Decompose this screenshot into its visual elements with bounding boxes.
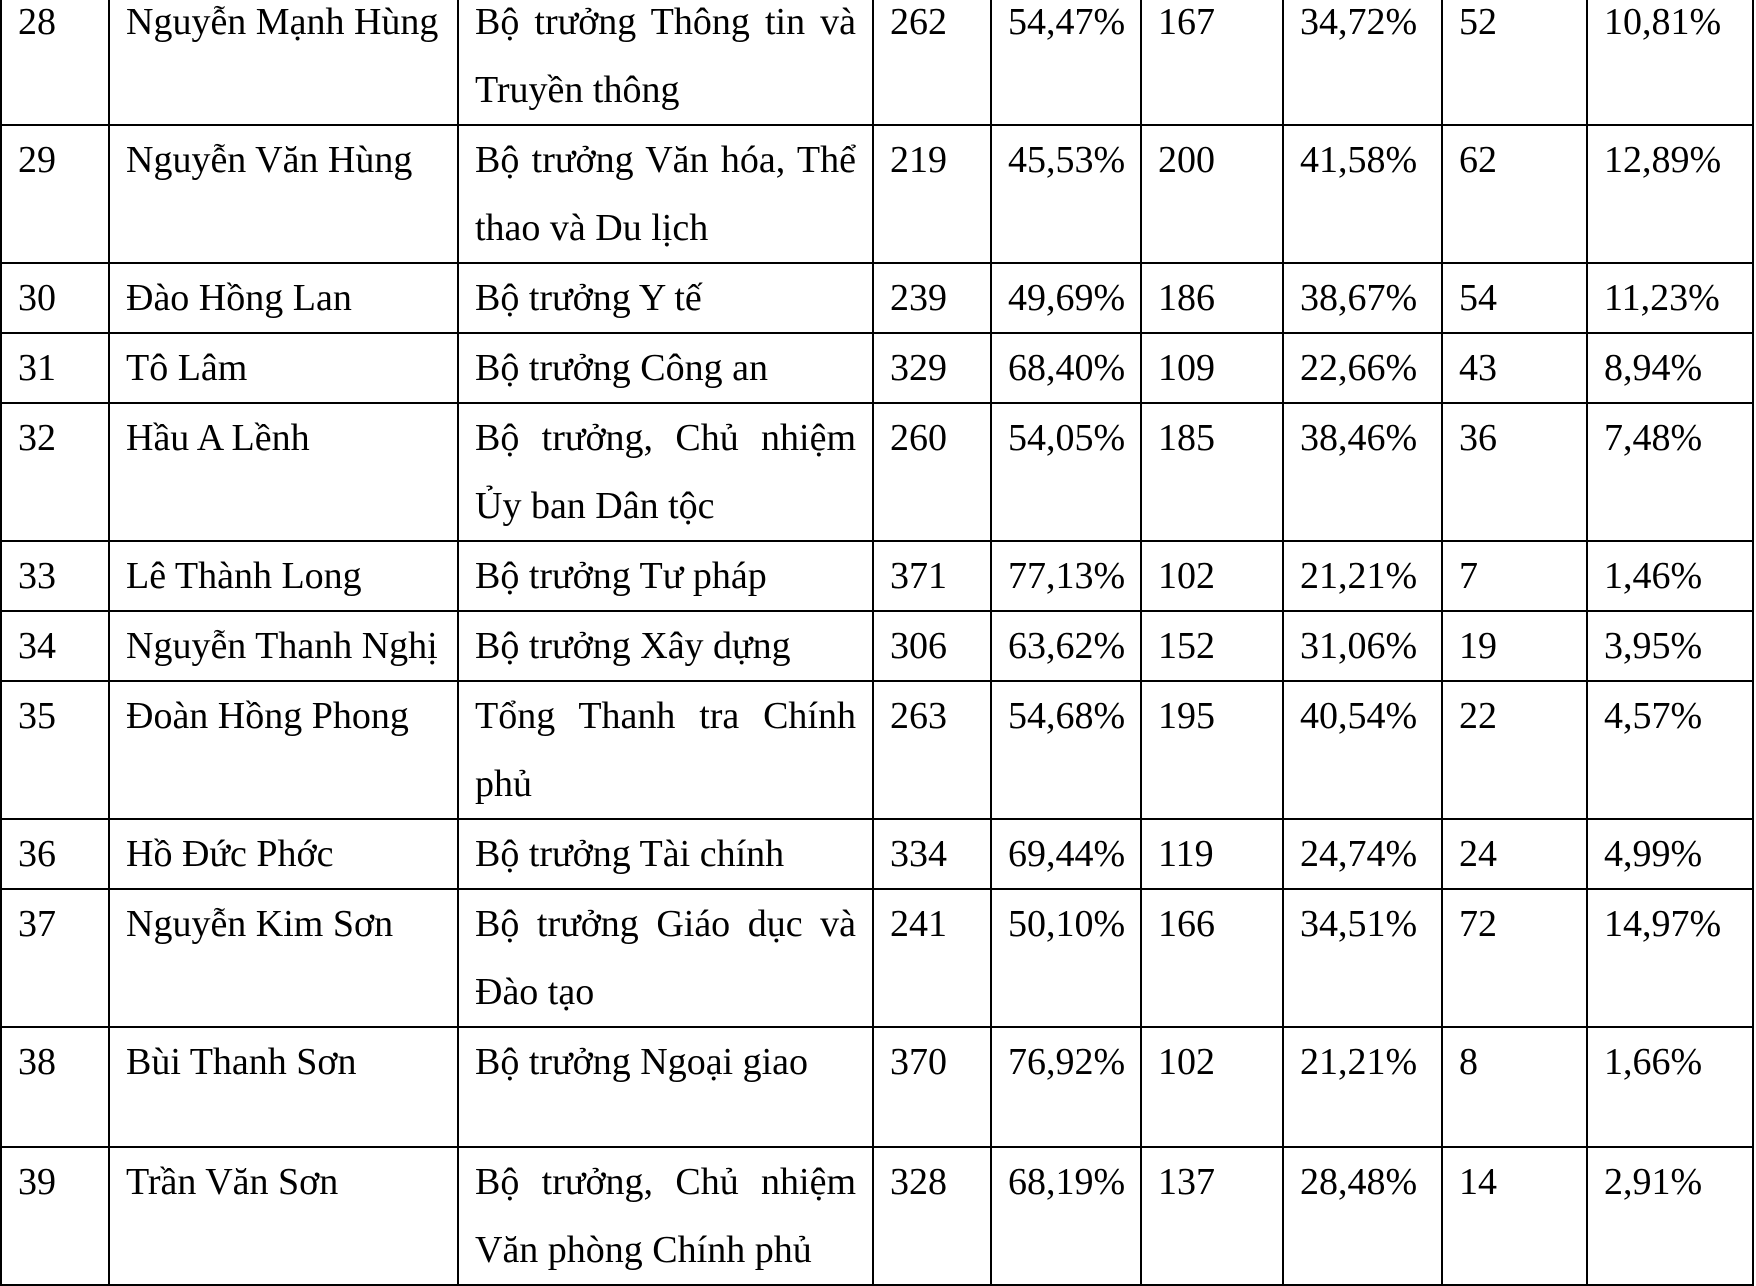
position-title: Bộ trưởng, Chủ nhiệm Văn phòng Chính phủ bbox=[458, 1147, 873, 1285]
fairly-high-percent: 38,67% bbox=[1283, 263, 1442, 333]
person-name: Bùi Thanh Sơn bbox=[109, 1027, 458, 1147]
high-confidence-percent: 45,53% bbox=[991, 125, 1141, 263]
row-index: 30 bbox=[1, 263, 109, 333]
person-name: Đào Hồng Lan bbox=[109, 263, 458, 333]
fairly-high-votes: 102 bbox=[1141, 541, 1283, 611]
high-confidence-percent: 49,69% bbox=[991, 263, 1141, 333]
row-index: 36 bbox=[1, 819, 109, 889]
person-name: Tô Lâm bbox=[109, 333, 458, 403]
fairly-high-votes: 200 bbox=[1141, 125, 1283, 263]
high-confidence-percent: 63,62% bbox=[991, 611, 1141, 681]
low-confidence-votes: 54 bbox=[1442, 263, 1587, 333]
high-confidence-votes: 262 bbox=[873, 0, 991, 125]
high-confidence-votes: 219 bbox=[873, 125, 991, 263]
row-index: 38 bbox=[1, 1027, 109, 1147]
fairly-high-percent: 34,72% bbox=[1283, 0, 1442, 125]
fairly-high-votes: 102 bbox=[1141, 1027, 1283, 1147]
person-name: Nguyễn Thanh Nghị bbox=[109, 611, 458, 681]
low-confidence-percent: 3,95% bbox=[1587, 611, 1753, 681]
high-confidence-votes: 263 bbox=[873, 681, 991, 819]
fairly-high-percent: 41,58% bbox=[1283, 125, 1442, 263]
low-confidence-votes: 8 bbox=[1442, 1027, 1587, 1147]
row-index: 39 bbox=[1, 1147, 109, 1285]
low-confidence-votes: 62 bbox=[1442, 125, 1587, 263]
table-row bbox=[1, 403, 1753, 541]
row-index: 35 bbox=[1, 681, 109, 819]
low-confidence-votes: 7 bbox=[1442, 541, 1587, 611]
position-title: Bộ trưởng Công an bbox=[458, 333, 873, 403]
low-confidence-percent: 1,46% bbox=[1587, 541, 1753, 611]
low-confidence-votes: 36 bbox=[1442, 403, 1587, 541]
person-name: Trần Văn Sơn bbox=[109, 1147, 458, 1285]
table-row bbox=[1, 819, 1753, 889]
high-confidence-percent: 76,92% bbox=[991, 1027, 1141, 1147]
row-index: 31 bbox=[1, 333, 109, 403]
position-title: Bộ trưởng Thông tin và Truyền thông bbox=[458, 0, 873, 125]
low-confidence-percent: 8,94% bbox=[1587, 333, 1753, 403]
row-index: 32 bbox=[1, 403, 109, 541]
low-confidence-percent: 14,97% bbox=[1587, 889, 1753, 1027]
fairly-high-percent: 22,66% bbox=[1283, 333, 1442, 403]
table-row bbox=[1, 611, 1753, 681]
high-confidence-percent: 54,47% bbox=[991, 0, 1141, 125]
low-confidence-votes: 72 bbox=[1442, 889, 1587, 1027]
fairly-high-votes: 137 bbox=[1141, 1147, 1283, 1285]
fairly-high-votes: 109 bbox=[1141, 333, 1283, 403]
low-confidence-votes: 43 bbox=[1442, 333, 1587, 403]
fairly-high-votes: 119 bbox=[1141, 819, 1283, 889]
table-row bbox=[1, 263, 1753, 333]
low-confidence-votes: 19 bbox=[1442, 611, 1587, 681]
position-title: Bộ trưởng, Chủ nhiệm Ủy ban Dân tộc bbox=[458, 403, 873, 541]
table-row bbox=[1, 333, 1753, 403]
row-index: 29 bbox=[1, 125, 109, 263]
table-row bbox=[1, 1027, 1753, 1147]
person-name: Nguyễn Kim Sơn bbox=[109, 889, 458, 1027]
low-confidence-percent: 11,23% bbox=[1587, 263, 1753, 333]
person-name: Đoàn Hồng Phong bbox=[109, 681, 458, 819]
fairly-high-percent: 34,51% bbox=[1283, 889, 1442, 1027]
position-title: Bộ trưởng Văn hóa, Thể thao và Du lịch bbox=[458, 125, 873, 263]
low-confidence-percent: 1,66% bbox=[1587, 1027, 1753, 1147]
row-index: 28 bbox=[1, 0, 109, 125]
low-confidence-votes: 22 bbox=[1442, 681, 1587, 819]
fairly-high-votes: 195 bbox=[1141, 681, 1283, 819]
high-confidence-votes: 371 bbox=[873, 541, 991, 611]
low-confidence-votes: 14 bbox=[1442, 1147, 1587, 1285]
low-confidence-percent: 2,91% bbox=[1587, 1147, 1753, 1285]
fairly-high-percent: 40,54% bbox=[1283, 681, 1442, 819]
table-row bbox=[1, 0, 1753, 125]
position-title: Bộ trưởng Tư pháp bbox=[458, 541, 873, 611]
high-confidence-votes: 328 bbox=[873, 1147, 991, 1285]
high-confidence-votes: 239 bbox=[873, 263, 991, 333]
high-confidence-percent: 50,10% bbox=[991, 889, 1141, 1027]
low-confidence-votes: 24 bbox=[1442, 819, 1587, 889]
high-confidence-votes: 329 bbox=[873, 333, 991, 403]
low-confidence-percent: 10,81% bbox=[1587, 0, 1753, 125]
position-title: Bộ trưởng Giáo dục và Đào tạo bbox=[458, 889, 873, 1027]
person-name: Nguyễn Mạnh Hùng bbox=[109, 0, 458, 125]
high-confidence-votes: 370 bbox=[873, 1027, 991, 1147]
fairly-high-percent: 24,74% bbox=[1283, 819, 1442, 889]
row-index: 37 bbox=[1, 889, 109, 1027]
table-row bbox=[1, 541, 1753, 611]
high-confidence-percent: 77,13% bbox=[991, 541, 1141, 611]
fairly-high-percent: 31,06% bbox=[1283, 611, 1442, 681]
low-confidence-percent: 7,48% bbox=[1587, 403, 1753, 541]
high-confidence-percent: 69,44% bbox=[991, 819, 1141, 889]
person-name: Nguyễn Văn Hùng bbox=[109, 125, 458, 263]
position-title: Bộ trưởng Ngoại giao bbox=[458, 1027, 873, 1147]
row-index: 34 bbox=[1, 611, 109, 681]
person-name: Lê Thành Long bbox=[109, 541, 458, 611]
fairly-high-votes: 167 bbox=[1141, 0, 1283, 125]
table-row bbox=[1, 681, 1753, 819]
high-confidence-votes: 306 bbox=[873, 611, 991, 681]
fairly-high-percent: 21,21% bbox=[1283, 1027, 1442, 1147]
fairly-high-percent: 38,46% bbox=[1283, 403, 1442, 541]
position-title: Bộ trưởng Xây dựng bbox=[458, 611, 873, 681]
fairly-high-percent: 28,48% bbox=[1283, 1147, 1442, 1285]
low-confidence-percent: 4,57% bbox=[1587, 681, 1753, 819]
row-index: 33 bbox=[1, 541, 109, 611]
fairly-high-votes: 166 bbox=[1141, 889, 1283, 1027]
high-confidence-votes: 241 bbox=[873, 889, 991, 1027]
table-row bbox=[1, 125, 1753, 263]
high-confidence-percent: 68,19% bbox=[991, 1147, 1141, 1285]
fairly-high-votes: 152 bbox=[1141, 611, 1283, 681]
table-row bbox=[1, 889, 1753, 1027]
person-name: Hồ Đức Phớc bbox=[109, 819, 458, 889]
person-name: Hầu A Lềnh bbox=[109, 403, 458, 541]
low-confidence-percent: 12,89% bbox=[1587, 125, 1753, 263]
high-confidence-percent: 54,68% bbox=[991, 681, 1141, 819]
table-row bbox=[1, 1147, 1753, 1285]
position-title: Bộ trưởng Tài chính bbox=[458, 819, 873, 889]
high-confidence-percent: 54,05% bbox=[991, 403, 1141, 541]
low-confidence-votes: 52 bbox=[1442, 0, 1587, 125]
fairly-high-percent: 21,21% bbox=[1283, 541, 1442, 611]
high-confidence-votes: 260 bbox=[873, 403, 991, 541]
fairly-high-votes: 185 bbox=[1141, 403, 1283, 541]
high-confidence-votes: 334 bbox=[873, 819, 991, 889]
position-title: Bộ trưởng Y tế bbox=[458, 263, 873, 333]
low-confidence-percent: 4,99% bbox=[1587, 819, 1753, 889]
fairly-high-votes: 186 bbox=[1141, 263, 1283, 333]
high-confidence-percent: 68,40% bbox=[991, 333, 1141, 403]
position-title: Tổng Thanh tra Chính phủ bbox=[458, 681, 873, 819]
table-body bbox=[1, 0, 1753, 1285]
